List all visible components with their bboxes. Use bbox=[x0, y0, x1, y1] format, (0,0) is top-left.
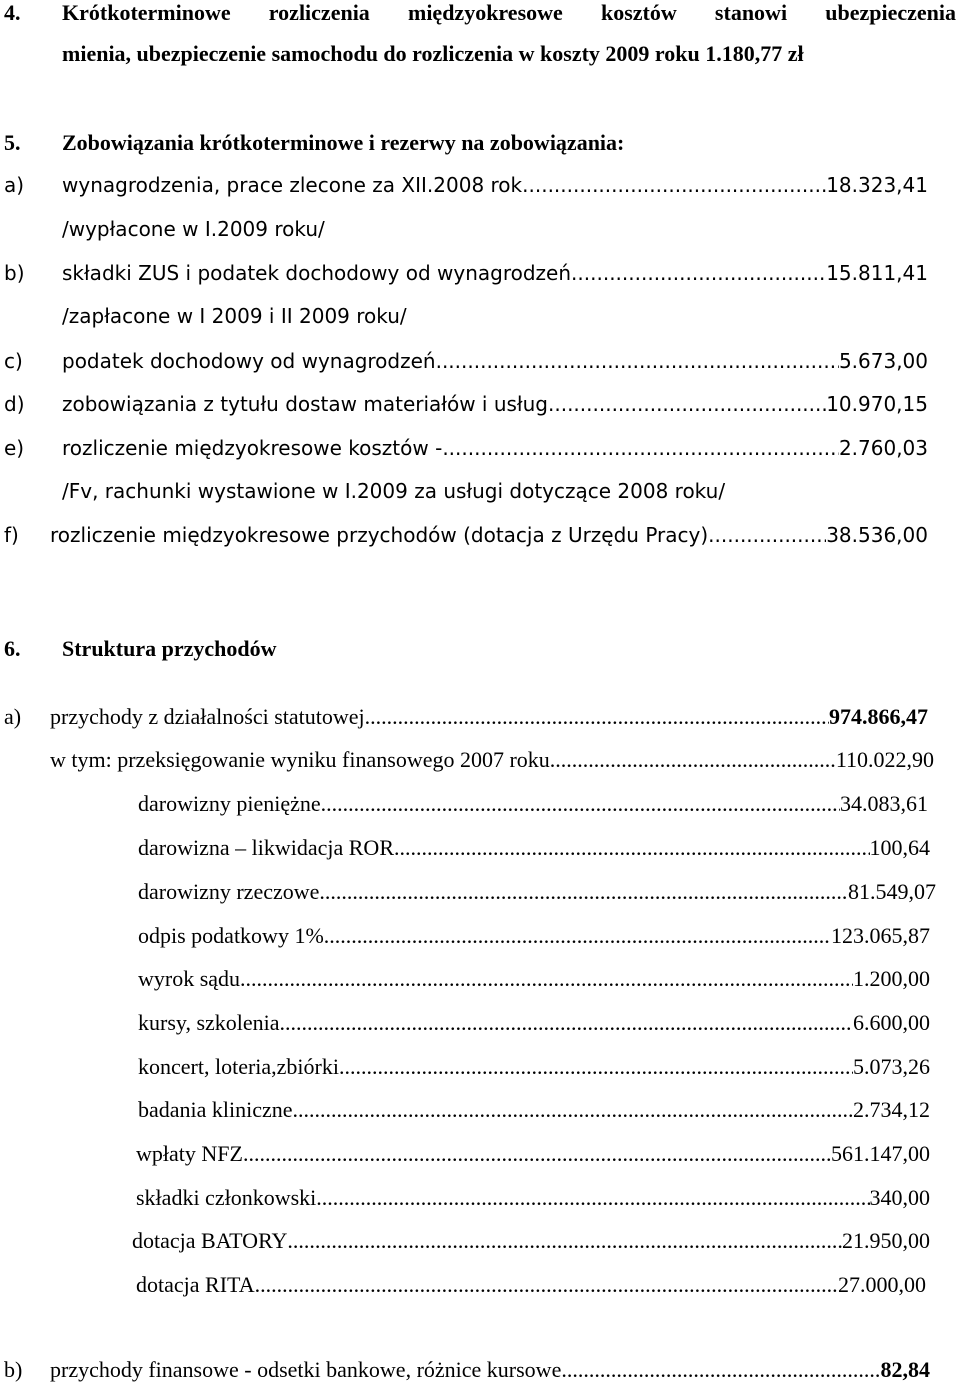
dot-leader bbox=[280, 1008, 853, 1038]
item-text: przychody finansowe - odsetki bankowe, różnice kursowe bbox=[50, 1357, 562, 1382]
item-text: wpłaty NFZ bbox=[136, 1141, 243, 1166]
item-label: d) bbox=[4, 392, 25, 416]
item-value: 1.200,00 bbox=[853, 966, 930, 991]
item-text: składki członkowski bbox=[136, 1185, 317, 1210]
dot-leader bbox=[522, 170, 826, 200]
revenue-detail bbox=[0, 1226, 960, 1256]
item-note-text: /Fv, rachunki wystawione w I.2009 za usługi dotyczące 2008 roku/ bbox=[62, 479, 726, 503]
section-number: 6. bbox=[4, 636, 21, 661]
item-text: podatek dochodowy od wynagrodzeń bbox=[62, 349, 436, 373]
dot-leader bbox=[324, 921, 831, 951]
dot-leader bbox=[548, 389, 826, 419]
item-value: 123.065,87 bbox=[831, 923, 930, 948]
dot-leader bbox=[255, 1270, 838, 1300]
section-4-heading bbox=[0, 0, 960, 28]
leader-line bbox=[132, 1226, 930, 1256]
item-label: c) bbox=[4, 349, 23, 373]
dot-leader bbox=[287, 1226, 842, 1256]
revenue-detail bbox=[0, 877, 960, 907]
item-note bbox=[0, 476, 960, 506]
revenue-detail bbox=[0, 1139, 960, 1169]
leader-line bbox=[138, 1095, 930, 1125]
item-value: 15.811,41 bbox=[826, 261, 928, 285]
item-note-text: /wypłacone w I.2009 roku/ bbox=[62, 217, 325, 241]
leader-line bbox=[138, 1008, 930, 1038]
liability-item bbox=[0, 389, 960, 419]
revenue-item bbox=[0, 1355, 960, 1385]
section-4-continuation bbox=[0, 39, 960, 69]
item-value: 100,64 bbox=[869, 835, 930, 860]
item-note bbox=[0, 214, 960, 244]
item-text: dotacja RITA bbox=[136, 1272, 255, 1297]
section-title: Krótkoterminowe rozliczenia międzyokresowe kosztów stanowi ubezpieczenia bbox=[62, 0, 956, 25]
leader-line bbox=[136, 1139, 930, 1169]
dot-leader bbox=[442, 433, 839, 463]
revenue-detail bbox=[0, 833, 960, 863]
revenue-item bbox=[0, 702, 960, 732]
liability-item bbox=[0, 346, 960, 376]
item-text: zobowiązania z tytułu dostaw materiałów i usług bbox=[62, 392, 548, 416]
dot-leader bbox=[394, 833, 870, 863]
dot-leader bbox=[365, 702, 829, 732]
item-value: 27.000,00 bbox=[838, 1272, 926, 1297]
dot-leader bbox=[316, 1183, 869, 1213]
liability-item bbox=[0, 258, 960, 288]
item-label: b) bbox=[4, 261, 25, 285]
leader-line bbox=[138, 877, 936, 907]
leader-line bbox=[138, 1052, 930, 1082]
dot-leader bbox=[436, 346, 839, 376]
item-label: a) bbox=[4, 173, 25, 197]
item-text: składki ZUS i podatek dochodowy od wynagrodzeń bbox=[62, 261, 572, 285]
dot-leader bbox=[319, 877, 848, 907]
revenue-detail bbox=[0, 1095, 960, 1125]
section-number: 5. bbox=[4, 130, 21, 155]
leader-line bbox=[62, 170, 928, 200]
item-value: 2.760,03 bbox=[838, 436, 928, 460]
item-text: w tym: przeksięgowanie wyniku finansowego 2007 roku bbox=[50, 747, 550, 772]
item-value: 81.549,07 bbox=[848, 879, 936, 904]
item-text: przychody z działalności statutowej bbox=[50, 704, 365, 729]
item-value: 974.866,47 bbox=[829, 704, 928, 729]
item-value: 34.083,61 bbox=[840, 791, 928, 816]
leader-line bbox=[138, 921, 930, 951]
leader-line bbox=[138, 833, 930, 863]
item-text: dotacja BATORY bbox=[132, 1228, 288, 1253]
revenue-detail bbox=[0, 921, 960, 951]
leader-line bbox=[50, 745, 934, 775]
liability-item bbox=[0, 433, 960, 463]
leader-line bbox=[62, 346, 928, 376]
dot-leader bbox=[240, 964, 853, 994]
leader-line bbox=[136, 1183, 930, 1213]
item-text: odpis podatkowy 1% bbox=[138, 923, 324, 948]
dot-leader bbox=[339, 1052, 853, 1082]
item-label: e) bbox=[4, 436, 25, 460]
item-label: b) bbox=[4, 1357, 23, 1382]
leader-line bbox=[62, 433, 928, 463]
dot-leader bbox=[321, 789, 840, 819]
liability-item bbox=[0, 170, 960, 200]
item-value: 110.022,90 bbox=[835, 747, 934, 772]
item-text: wynagrodzenia, prace zlecone za XII.2008 rok bbox=[62, 173, 523, 197]
section-title: Struktura przychodów bbox=[62, 636, 277, 661]
revenue-detail bbox=[0, 964, 960, 994]
section-number: 4. bbox=[4, 0, 21, 25]
revenue-detail bbox=[0, 1008, 960, 1038]
item-text: kursy, szkolenia bbox=[138, 1010, 280, 1035]
item-label: f) bbox=[4, 523, 19, 547]
item-value: 561.147,00 bbox=[831, 1141, 930, 1166]
revenue-detail bbox=[0, 1270, 960, 1300]
item-text: darowizny pieniężne bbox=[138, 791, 321, 816]
revenue-subitem bbox=[0, 745, 960, 775]
item-text: darowizny rzeczowe bbox=[138, 879, 320, 904]
item-value: 2.734,12 bbox=[853, 1097, 930, 1122]
item-text: darowizna – likwidacja ROR bbox=[138, 835, 394, 860]
leader-line bbox=[138, 789, 928, 819]
item-note bbox=[0, 301, 960, 331]
section-text: mienia, ubezpieczenie samochodu do rozliczenia w koszty 2009 roku 1.180,77 zł bbox=[62, 41, 804, 66]
item-text: wyrok sądu bbox=[138, 966, 241, 991]
leader-line bbox=[62, 389, 928, 419]
dot-leader bbox=[550, 745, 836, 775]
leader-line bbox=[136, 1270, 926, 1300]
revenue-detail bbox=[0, 1052, 960, 1082]
leader-line bbox=[50, 1355, 930, 1385]
dot-leader bbox=[243, 1139, 831, 1169]
item-note-text: /zapłacone w I 2009 i II 2009 roku/ bbox=[62, 304, 407, 328]
dot-leader bbox=[708, 520, 826, 550]
item-value: 38.536,00 bbox=[826, 523, 928, 547]
liability-item bbox=[0, 520, 960, 550]
item-value: 82,84 bbox=[880, 1357, 930, 1382]
leader-line bbox=[138, 964, 930, 994]
dot-leader bbox=[561, 1355, 880, 1385]
item-value: 18.323,41 bbox=[826, 173, 928, 197]
section-5-heading bbox=[0, 128, 960, 158]
leader-line bbox=[50, 520, 928, 550]
item-value: 21.950,00 bbox=[842, 1228, 930, 1253]
dot-leader bbox=[293, 1095, 853, 1125]
section-6-heading bbox=[0, 634, 960, 664]
leader-line bbox=[62, 258, 928, 288]
item-text: rozliczenie międzyokresowe przychodów (dotacja z Urzędu Pracy) bbox=[50, 523, 709, 547]
item-value: 340,00 bbox=[869, 1185, 930, 1210]
item-label: a) bbox=[4, 704, 22, 729]
item-text: rozliczenie międzyokresowe kosztów - bbox=[62, 436, 443, 460]
section-title: Zobowiązania krótkoterminowe i rezerwy na zobowiązania: bbox=[62, 130, 625, 155]
revenue-detail bbox=[0, 1183, 960, 1213]
revenue-detail bbox=[0, 789, 960, 819]
dot-leader bbox=[571, 258, 826, 288]
leader-line bbox=[50, 702, 928, 732]
item-value: 5.673,00 bbox=[838, 349, 928, 373]
item-value: 5.073,26 bbox=[853, 1054, 930, 1079]
item-text: badania kliniczne bbox=[138, 1097, 293, 1122]
item-value: 6.600,00 bbox=[853, 1010, 930, 1035]
item-value: 10.970,15 bbox=[826, 392, 928, 416]
item-text: koncert, loteria,zbiórki bbox=[138, 1054, 339, 1079]
